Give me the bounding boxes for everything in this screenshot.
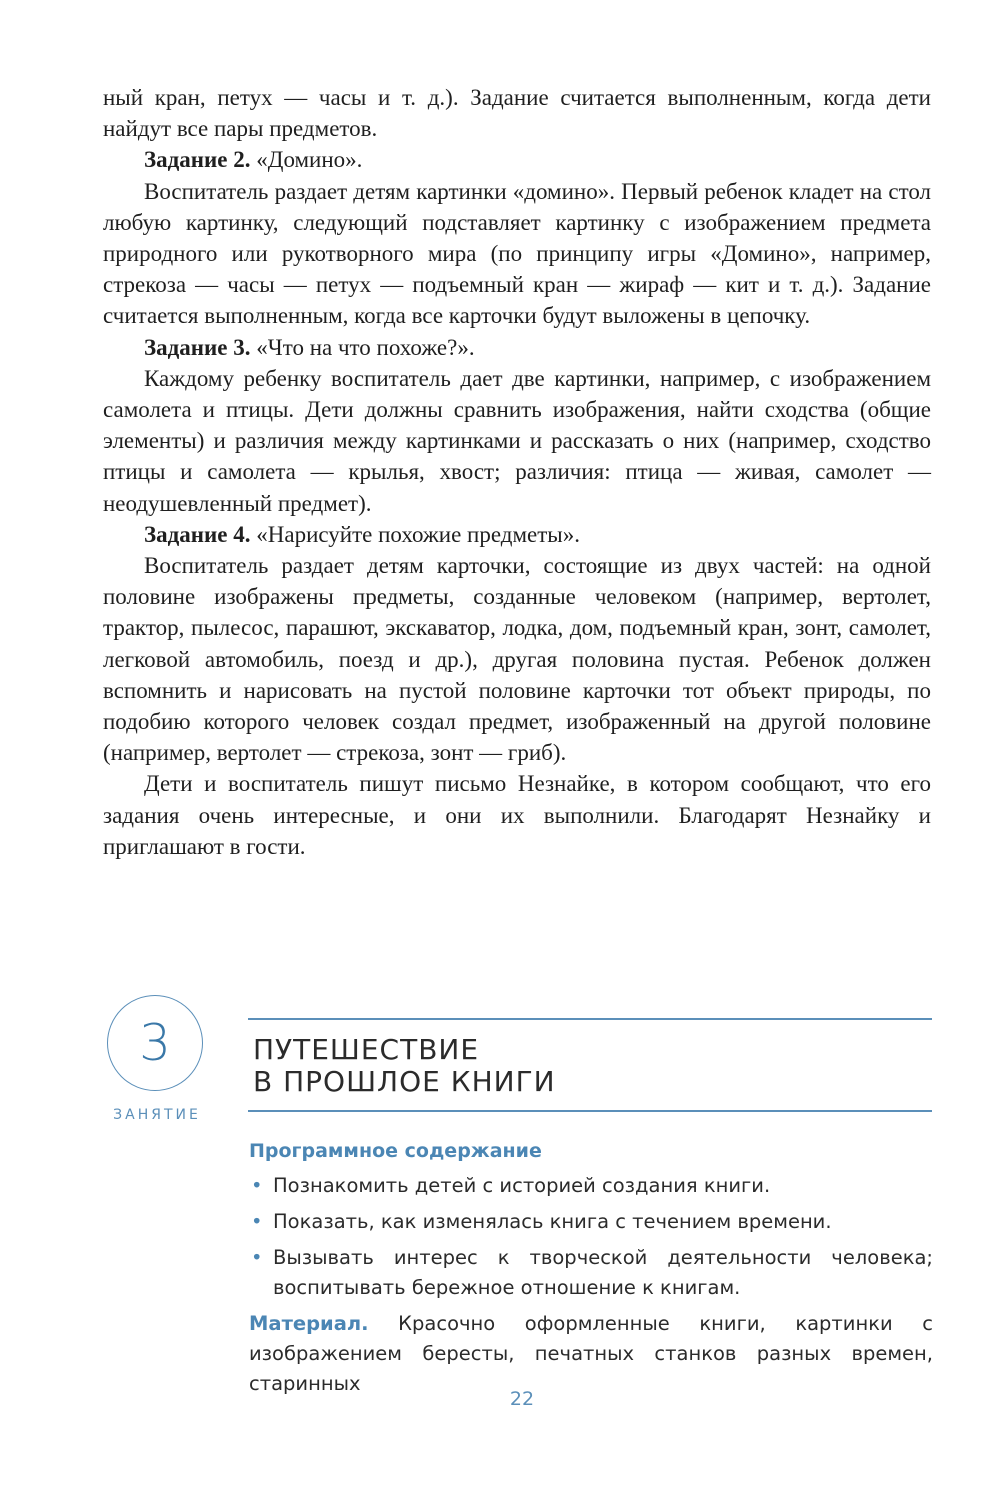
- paragraph-4: Воспитатель раздает детям карточки, состоящие из двух частей: на одной половине изображены предметы, созданные человеком (например, вертолет, трактор, пылесос, парашют, экскаватор, лодка, дом, подъемный кран, зонт, самолет, легковой автомобиль, поезд и др.), другая половина пустая. Ребенок должен вспомнить и нарисовать на пустой половине карточки тот объект природы, по подобию которого человек создал предмет, изображенный на другой половине (например, вертолет — стрекоза, зонт — гриб).: [103, 553, 931, 766]
- task-2-label: Задание 2.: [144, 147, 251, 173]
- list-item-text: Вызывать интерес к творческой деятельности человека; воспитывать бережное отношение к книгам.: [273, 1246, 933, 1299]
- material-label: Материал.: [249, 1312, 369, 1335]
- task-4-title: «Нарисуйте похожие предметы».: [250, 521, 580, 547]
- task-3-label: Задание 3.: [144, 334, 251, 360]
- list-item: [249, 1243, 933, 1303]
- title-top-rule: [248, 1018, 932, 1020]
- task-4-label: Задание 4.: [144, 521, 251, 547]
- task-3-heading: [103, 332, 931, 363]
- task-2-title: «Домино».: [250, 147, 363, 173]
- lesson-title: [253, 1034, 923, 1098]
- page-number: 22: [509, 1388, 535, 1410]
- bullet-icon: •: [251, 1210, 263, 1233]
- lesson-number: 3: [139, 1014, 171, 1072]
- lesson-title-line-2: В ПРОШЛОЕ КНИГИ: [253, 1065, 556, 1098]
- lesson-number-badge: [107, 995, 203, 1091]
- title-bottom-rule: [248, 1110, 932, 1112]
- program-heading: Программное содержание: [249, 1140, 542, 1162]
- paragraph-3: Каждому ребенку воспитатель дает две картинки, например, с изображением самолета и птицы. Дети должны сравнить изображения, найти сходства (общие элементы) и различия между картинками и рассказать о них (например, сходство птицы и самолета — крылья, хвост; различия: птица — живая, самолет — неодушевленный предмет).: [103, 365, 931, 516]
- list-item-text: Познакомить детей с историей создания книги.: [273, 1174, 771, 1197]
- list-item-text: Показать, как изменялась книга с течением времени.: [273, 1210, 832, 1233]
- lesson-content: [249, 1136, 933, 1399]
- program-list: [249, 1171, 933, 1303]
- paragraph-1: ный кран, петух — часы и т. д.). Задание считается выполненным, когда дети найдут все пары предметов.: [103, 85, 931, 142]
- bullet-icon: •: [251, 1246, 263, 1269]
- list-item: [249, 1171, 933, 1201]
- paragraph-2: Воспитатель раздает детям картинки «домино». Первый ребенок кладет на стол любую картинку, следующий подставляет картинку с изображением предмета природного или рукотворного мира (по принципу игры «Домино», например, стрекоза — часы — петух — подъемный кран — жираф — кит и т. д.). Задание считается выполненным, когда все карточки будут выложены в цепочку.: [103, 178, 931, 329]
- material-text: Красочно оформленные книги, картинки с изображением бересты, печатных станков разных времен, старинных: [249, 1312, 933, 1395]
- task-3-title: «Что на что похоже?».: [250, 334, 475, 360]
- lesson-word: ЗАНЯТИЕ: [113, 1107, 201, 1123]
- lesson-title-line-1: ПУТЕШЕСТВИЕ: [253, 1033, 480, 1066]
- task-2-heading: [103, 144, 931, 175]
- main-text: [103, 82, 931, 862]
- material-paragraph: [249, 1309, 933, 1399]
- list-item: [249, 1207, 933, 1237]
- paragraph-5: Дети и воспитатель пишут письмо Незнайке, в котором сообщают, что его задания очень интересные, и они их выполнили. Благодарят Незнайку и приглашают в гости.: [103, 771, 931, 859]
- task-4-heading: [103, 519, 931, 550]
- bullet-icon: •: [251, 1174, 263, 1197]
